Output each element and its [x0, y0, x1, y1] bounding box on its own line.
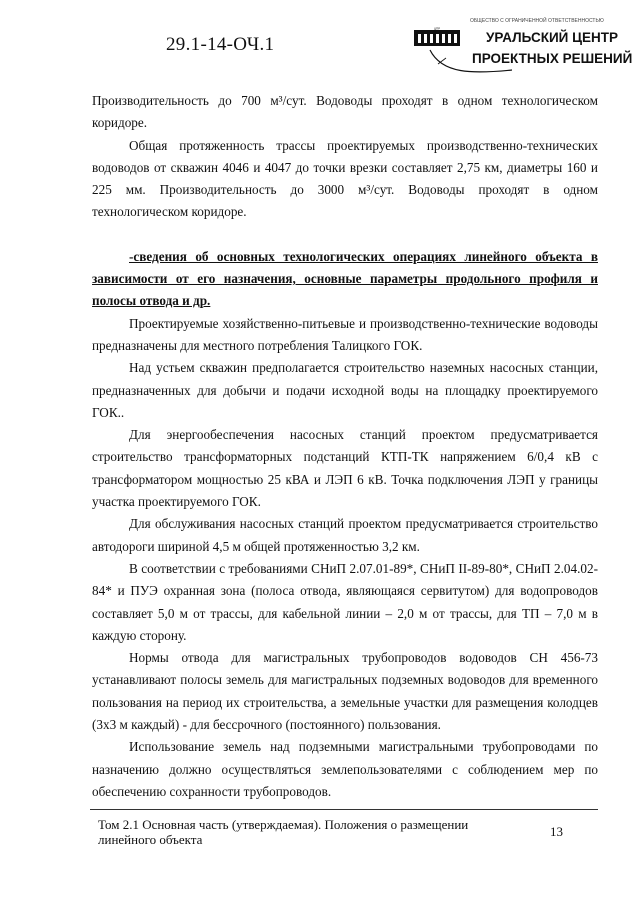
page-body	[92, 90, 598, 803]
logo-line-2: ПРОЕКТНЫХ РЕШЕНИЙ	[472, 51, 633, 66]
paragraph: Нормы отвода для магистральных трубопроводов водоводов СН 456-73 устанавливают полосы земель для магистральных подземных водоводов для временного пользования на период их строительства, а земельные участки для размещения колодцев (3х3 м каждый) - для бессрочного (постоянного) пользования.	[92, 650, 598, 733]
paragraph: Использование земель над подземными магистральными трубопроводами по назначению должно осуществляться землепользователями с соблюдением мер по обеспечению сохранности трубопроводов.	[92, 739, 598, 799]
company-logo	[412, 18, 633, 76]
paragraph: Общая протяженность трассы проектируемых производственно-технических водоводов от скважин 4046 и 4047 до точки врезки составляет 2,75 км, диаметры 160 и 225 мм. Производительность до 3000 м³/сут. Водоводы проходят в одном технологическом коридоре.	[92, 137, 598, 220]
paragraph: Над устьем скважин предполагается строительство наземных насосных станции, предназначенных для добычи и подачи исходной воды на площадку проектируемого ГОК..	[92, 360, 598, 420]
paragraph: Для энергообеспечения насосных станций проектом предусматривается строительство трансформаторных подстанций КТП-ТК напряжением 6/0,4 кВ с трансформатором мощностью 25 кВА и ЛЭП 6 кВ. Точка подключения ЛЭП у границы участка проектируемого ГОК.	[92, 427, 598, 510]
footer-caption: Том 2.1 Основная часть (утверждаемая). Положения о размещении линейного объекта	[98, 817, 469, 847]
document-code: 29.1-14-ОЧ.1	[166, 34, 275, 55]
page-number: 13	[550, 824, 563, 839]
footer-divider	[90, 809, 598, 810]
paragraph: Проектируемые хозяйственно-питьевые и производственно-технические водоводы предназначены для местного потребления Талицкого ГОК.	[92, 315, 598, 353]
section-heading: -сведения об основных технологических операциях линейного объекта в зависимости от его назначения, основные параметры продольного профиля и полосы отвода и др.	[92, 248, 598, 309]
paragraph: Для обслуживания насосных станций проектом предусматривается строительство автодороги шириной 4,5 м общей протяженностью 3,2 км.	[92, 516, 598, 554]
svg-text:ЦПР: ЦПР	[433, 26, 441, 31]
paragraph: Производительность до 700 м³/сут. Водоводы проходят в одном технологическом коридоре.	[92, 93, 598, 131]
logo-line-1: УРАЛЬСКИЙ ЦЕНТР	[486, 30, 618, 45]
paragraph: В соответствии с требованиями СНиП 2.07.01-89*, СНиП II-89-80*, СНиП 2.04.02-84* и ПУЭ охранная зона (полоса отвода, являющаяся сервитутом) для водопроводов составляет 5,0 м от трассы, для кабельной линии – 2,0 м от трассы, для ТП – 7,0 м в каждую сторону.	[92, 560, 598, 643]
logo-org-text: ОБЩЕСТВО С ОГРАНИЧЕННОЙ ОТВЕТСТВЕННОСТЬЮ	[470, 18, 604, 24]
